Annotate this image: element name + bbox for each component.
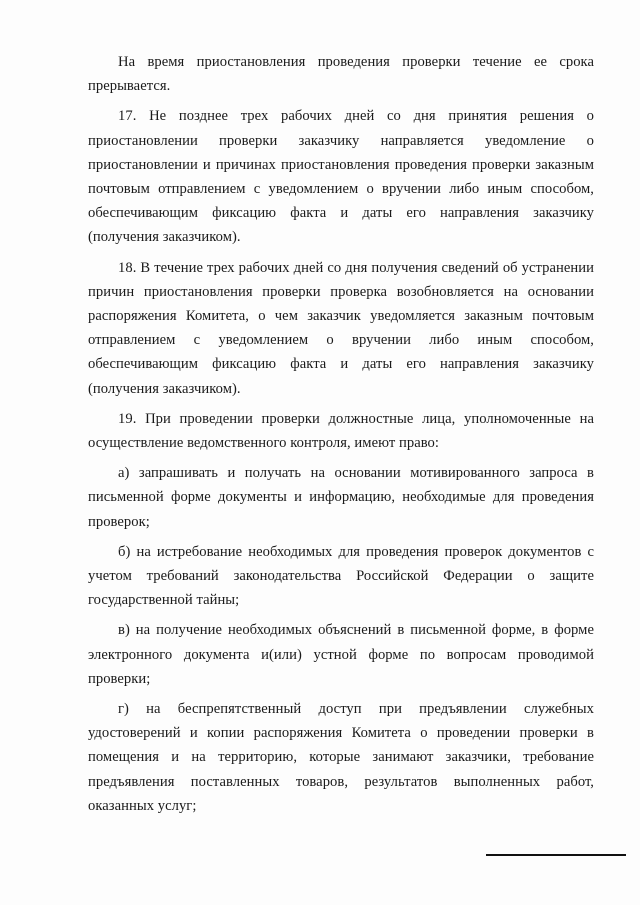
paragraph-17: 17. Не позднее трех рабочих дней со дня принятия решения о приостановлении проверки заказчику направляется уведомление о приостановлении и причинах приостановления проведения проверки заказным почтовым отправлением с уведомлением о вручении либо иным способом, обеспечивающим фиксацию факта и даты его направления заказчику (получения заказчиком). xyxy=(88,108,594,246)
paragraph-19: 19. При проведении проверки должностные лица, уполномоченные на осуществление ведомственного контроля, имеют право: xyxy=(88,410,594,452)
paragraph-19-g: г) на беспрепятственный доступ при предъявлении служебных удостоверений и копии распоряжения Комитета о проведении проверки в помещения и на территорию, которые занимают заказчики, требование предъявления поставленных товаров, результатов выполненных работ, оказанных услуг; xyxy=(88,701,594,814)
paragraph-suspension-term: На время приостановления проведения проверки течение ее срока прерывается. xyxy=(88,54,594,95)
paragraph-18: 18. В течение трех рабочих дней со дня получения сведений об устранении причин приостановления проверки проверка возобновляется на основании распоряжения Комитета, о чем заказчик уведомляется заказным почтовым отправлением с уведомлением о вручении либо иным способом, обеспечивающим фиксацию факта и даты его направления заказчику (получения заказчиком). xyxy=(88,259,594,397)
paragraph-19-b: б) на истребование необходимых для проведения проверок документов с учетом требований законодательства Российской Федерации о защите государственной тайны; xyxy=(88,543,594,609)
paragraph-19-a: а) запрашивать и получать на основании мотивированного запроса в письменной форме документы и информацию, необходимые для проведения проверок; xyxy=(88,465,594,530)
paragraph-19-v: в) на получение необходимых объяснений в письменной форме, в форме электронного документа и(или) устной форме по вопросам проводимой проверки; xyxy=(88,622,594,687)
document-body xyxy=(88,50,594,824)
footer-divider xyxy=(486,854,626,856)
